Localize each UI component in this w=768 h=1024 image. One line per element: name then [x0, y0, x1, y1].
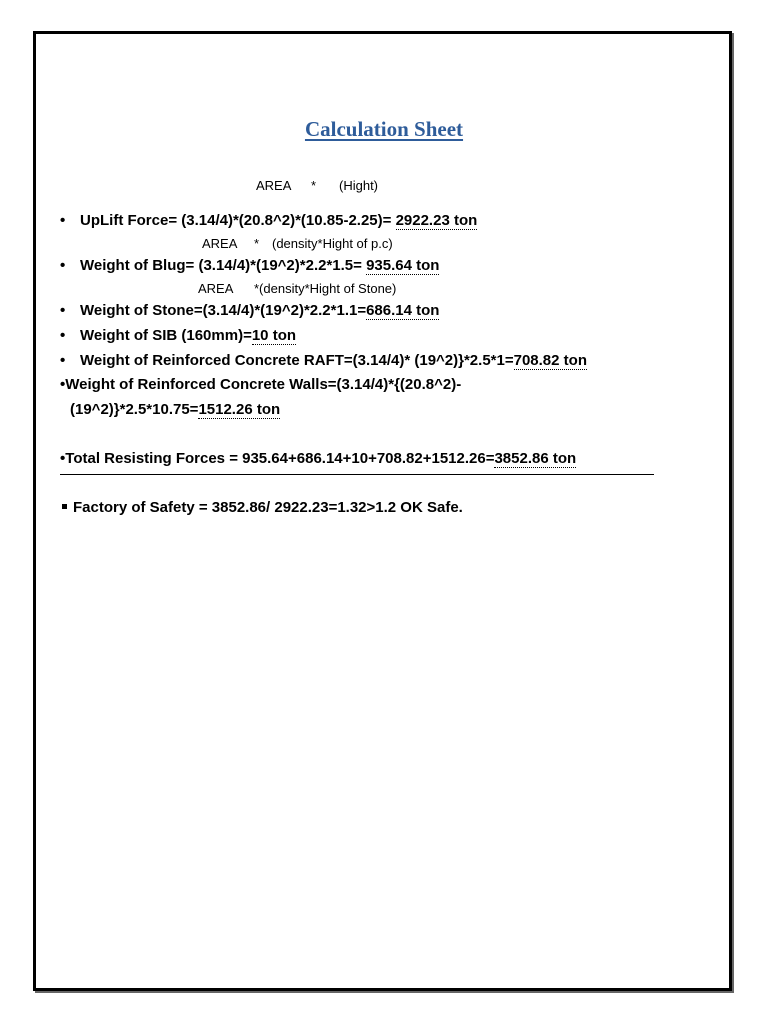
- total-formula: Total Resisting Forces = 935.64+686.14+10+708.82+1512.26=: [65, 450, 495, 467]
- bullet-icon: •: [60, 302, 66, 319]
- note-multiply: *: [311, 178, 317, 193]
- page-title: Calculation Sheet: [304, 117, 464, 141]
- sib-formula: Weight of SIB (160mm)=: [80, 327, 252, 344]
- note-hight: (Hight): [339, 178, 379, 193]
- blug-formula: Weight of Blug= (3.14/4)*(19^2)*2.2*1.5=: [80, 257, 367, 274]
- bullet-icon: •: [60, 257, 66, 274]
- bullet-icon: •: [60, 376, 66, 393]
- note-density-pc: (density*Hight of p.c): [272, 236, 393, 251]
- walls-formula: Weight of Reinforced Concrete Walls=(3.14/4)*{(20.8^2)-: [65, 376, 462, 393]
- total-resisting-line: [60, 450, 576, 467]
- bullet-icon: •: [60, 352, 66, 369]
- note-area: AREA: [202, 236, 238, 251]
- stone-result: 686.14 ton: [366, 302, 440, 319]
- safety-text: Factory of Safety = 3852.86/ 2922.23=1.32>1.2 OK Safe.: [73, 499, 463, 516]
- square-bullet-icon: [62, 504, 67, 509]
- weight-blug-line: [60, 257, 439, 274]
- uplift-formula: UpLift Force= (3.14/4)*(20.8^2)*(10.85-2.25)=: [80, 212, 396, 229]
- factor-of-safety-line: [62, 499, 463, 516]
- walls-result: 1512.26 ton: [198, 401, 281, 418]
- weight-walls-line-continued: [70, 401, 280, 418]
- note-area: AREA: [256, 178, 292, 193]
- weight-walls-line: [60, 376, 461, 393]
- weight-sib-line: [60, 327, 296, 344]
- note-multiply: *: [254, 236, 260, 251]
- uplift-result: 2922.23 ton: [395, 212, 478, 229]
- bullet-icon: •: [60, 212, 66, 229]
- weight-raft-line: [60, 352, 587, 369]
- raft-formula: Weight of Reinforced Concrete RAFT=(3.14/4)* (19^2)}*2.5*1=: [80, 352, 514, 369]
- blug-result: 935.64 ton: [366, 257, 440, 274]
- bullet-icon: •: [60, 327, 66, 344]
- note-density-stone: *(density*Hight of Stone): [254, 281, 397, 296]
- sib-result: 10 ton: [251, 327, 297, 344]
- note-area: AREA: [198, 281, 234, 296]
- walls-formula-cont: (19^2)}*2.5*10.75=: [70, 401, 199, 418]
- separator-line: [60, 474, 654, 475]
- total-result: 3852.86 ton: [494, 450, 577, 467]
- raft-result: 708.82 ton: [513, 352, 587, 369]
- bullet-icon: •: [60, 450, 66, 467]
- uplift-force-line: [60, 212, 477, 229]
- weight-stone-line: [60, 302, 439, 319]
- stone-formula: Weight of Stone=(3.14/4)*(19^2)*2.2*1.1=: [80, 302, 367, 319]
